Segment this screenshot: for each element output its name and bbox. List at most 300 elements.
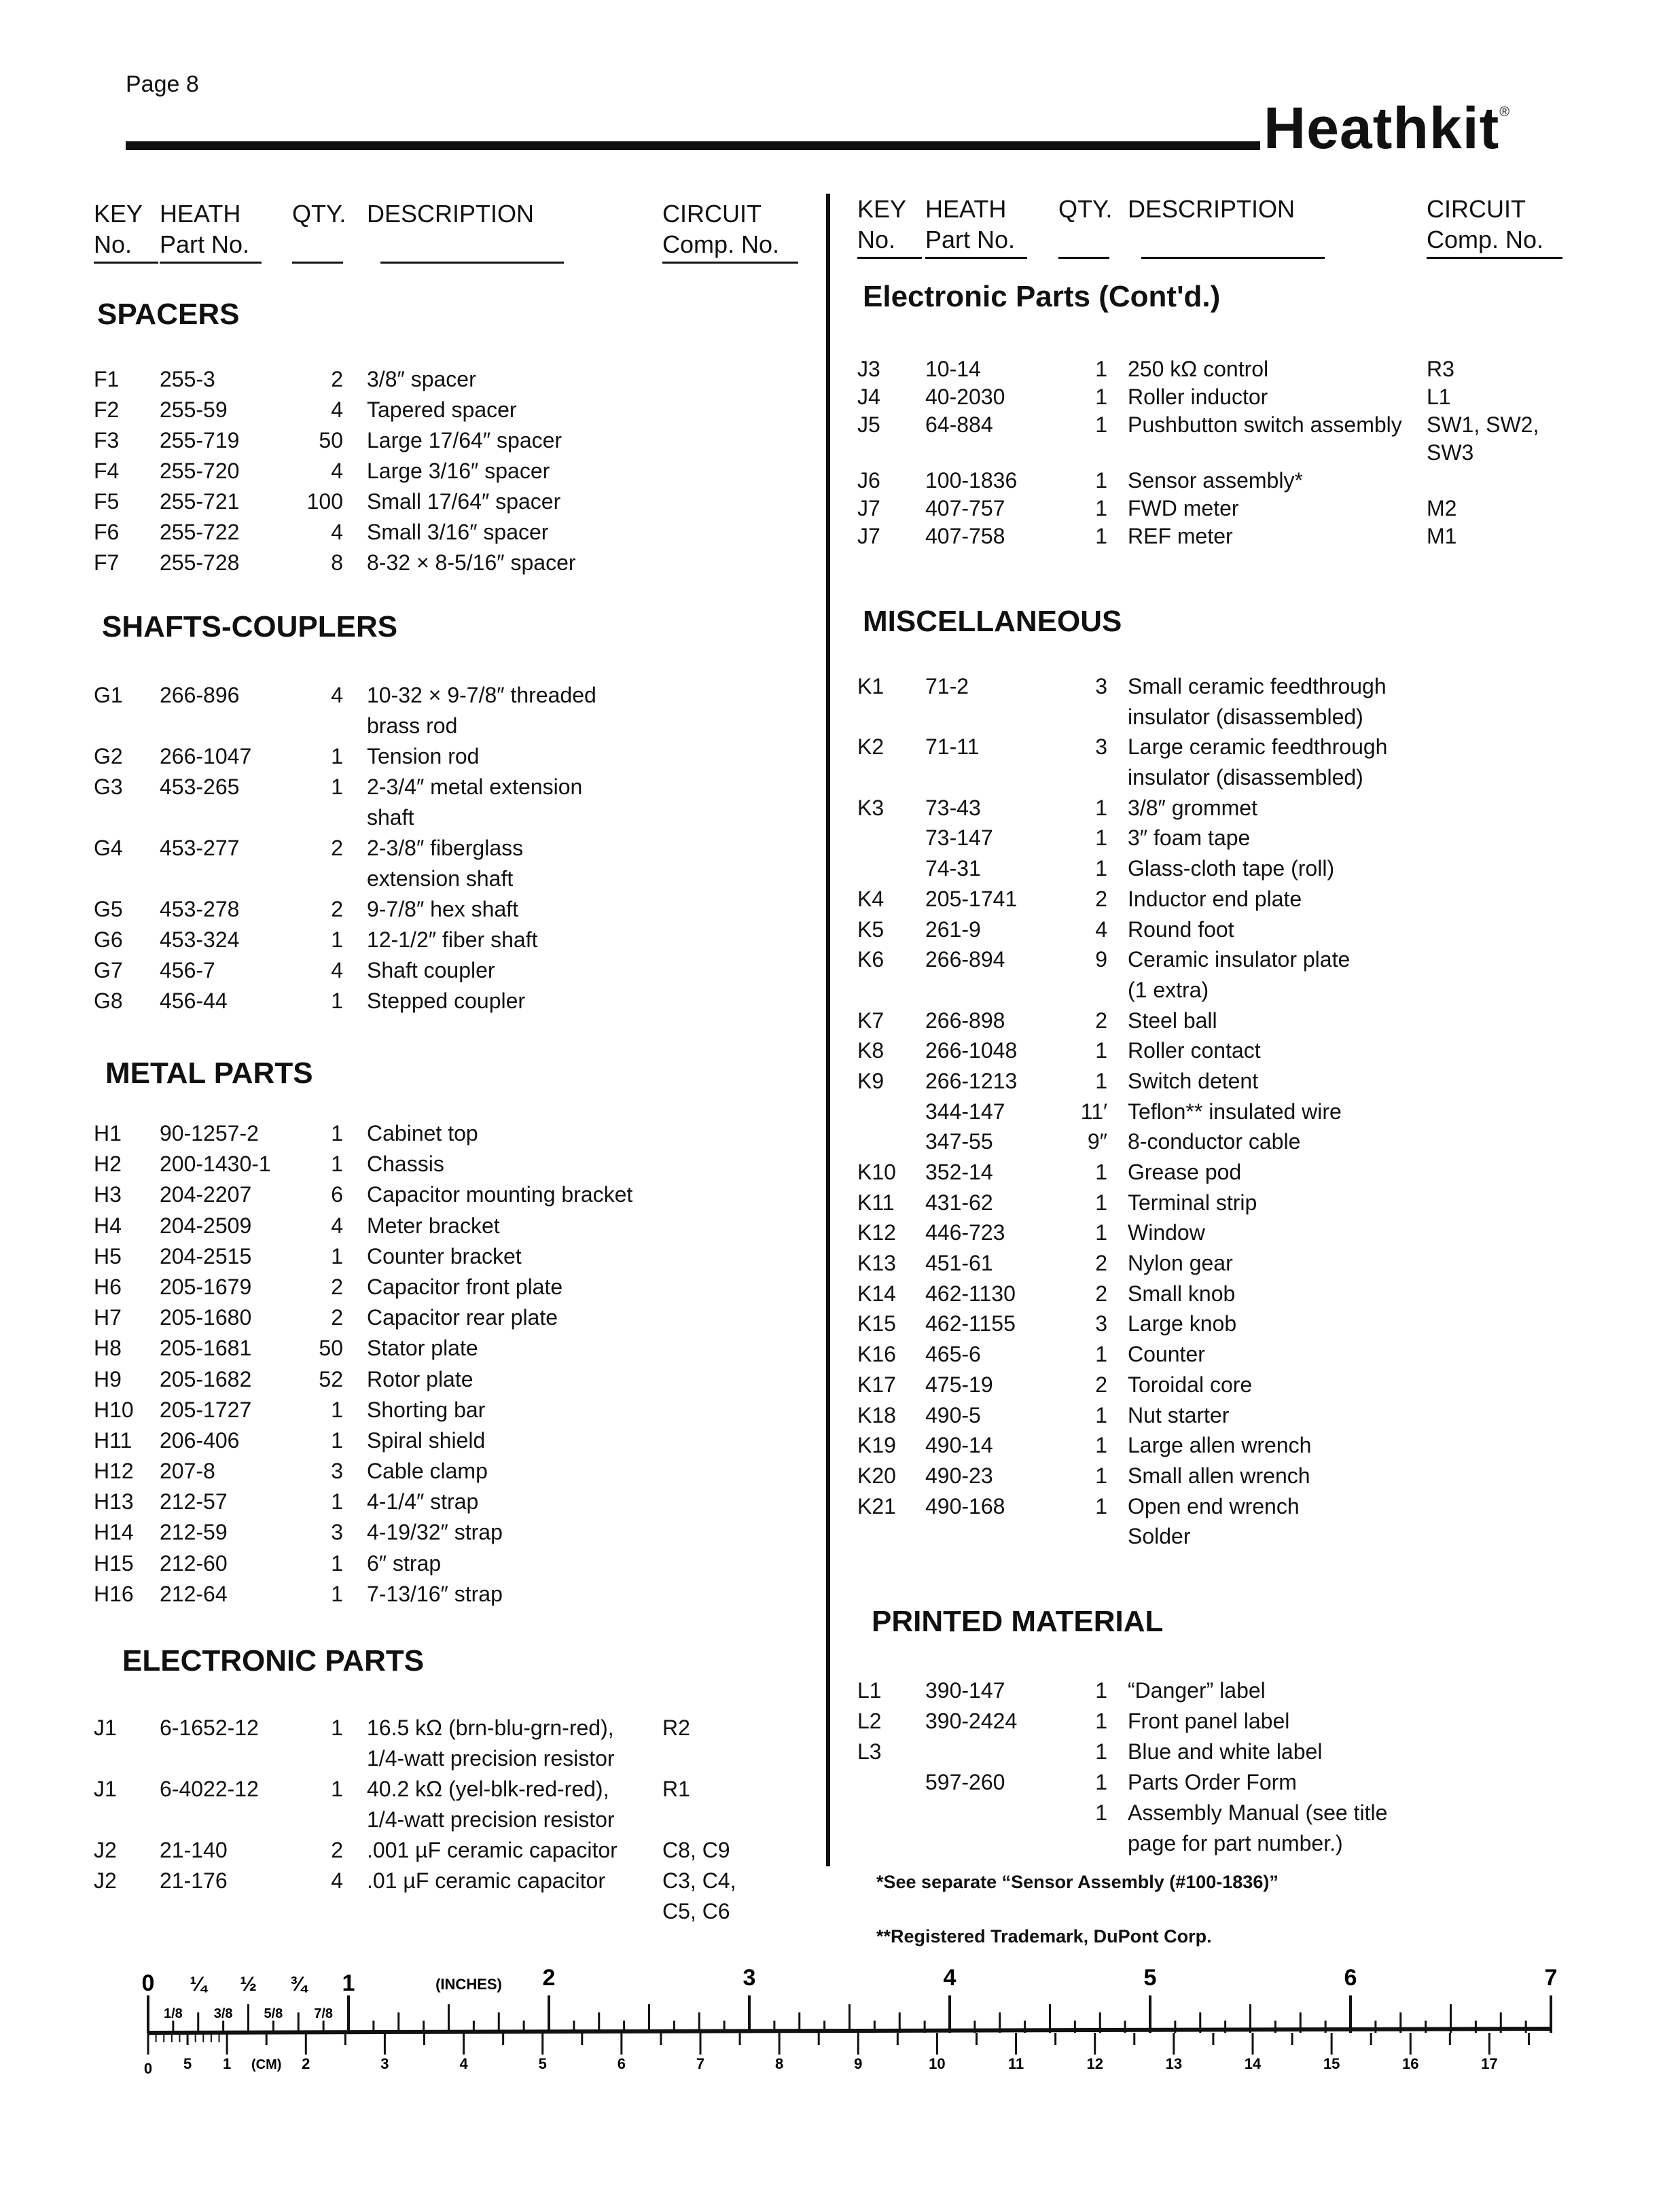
part-row bbox=[0, 674, 1680, 734]
quantity: 2 bbox=[1095, 1281, 1107, 1306]
description-line: .001 µF ceramic capacitor bbox=[367, 1838, 618, 1862]
quantity: 1 bbox=[1095, 1160, 1107, 1185]
key-number: H6 bbox=[94, 1274, 122, 1299]
key-number: J6 bbox=[857, 468, 880, 493]
key-number: K15 bbox=[857, 1311, 896, 1336]
description-line: 7-13/16″ strap bbox=[367, 1581, 503, 1606]
header-underline bbox=[925, 257, 1027, 259]
description-line: Glass-cloth tape (roll) bbox=[1128, 856, 1335, 881]
eighth-inch-label: 1/8 bbox=[163, 2006, 183, 2021]
part-number: 451-61 bbox=[925, 1251, 993, 1276]
quantity: 1 bbox=[331, 1152, 343, 1177]
part-row bbox=[0, 524, 1680, 552]
part-number: 490-23 bbox=[925, 1463, 993, 1488]
description bbox=[1128, 917, 1234, 948]
cm-label: 11 bbox=[1007, 2055, 1024, 2072]
column-header-label: No. bbox=[857, 226, 896, 253]
part-row bbox=[0, 1251, 1680, 1281]
section-title: SHAFTS-COUPLERS bbox=[102, 610, 398, 643]
quantity: 4 bbox=[331, 520, 343, 544]
quantity: 4 bbox=[1095, 917, 1107, 942]
part-number: 431-62 bbox=[925, 1190, 993, 1215]
description bbox=[1128, 496, 1239, 524]
description bbox=[1128, 796, 1257, 826]
key-number: K14 bbox=[857, 1281, 896, 1306]
cm-label: 15 bbox=[1323, 2055, 1340, 2072]
cm-label: 17 bbox=[1481, 2055, 1498, 2072]
circuit-line: R1 bbox=[662, 1777, 690, 1801]
part-row bbox=[0, 385, 1680, 412]
part-number: 490-168 bbox=[925, 1493, 1005, 1518]
part-number: 74-31 bbox=[925, 856, 981, 881]
quantity: 8 bbox=[331, 550, 343, 575]
description-line: 1/4-watt precision resistor bbox=[367, 1746, 615, 1771]
part-number: 71-2 bbox=[925, 674, 969, 698]
quantity: 4 bbox=[331, 1213, 343, 1238]
description-line: page for part number.) bbox=[1128, 1831, 1343, 1855]
description-line: Terminal strip bbox=[1128, 1190, 1257, 1215]
key-number: J5 bbox=[857, 412, 880, 437]
quantity: 1 bbox=[1095, 825, 1107, 851]
inch-label: 2 bbox=[542, 1965, 556, 1991]
quantity: 2 bbox=[331, 1274, 343, 1299]
key-number: H13 bbox=[94, 1489, 134, 1514]
quantity: 1 bbox=[1095, 1190, 1107, 1215]
quantity: 1 bbox=[1095, 795, 1107, 820]
key-number: J7 bbox=[857, 524, 880, 548]
key-number: H3 bbox=[94, 1182, 122, 1207]
key-number: G6 bbox=[94, 927, 123, 952]
header-underline bbox=[160, 262, 262, 264]
key-number: J2 bbox=[94, 1868, 117, 1893]
part-number: 490-14 bbox=[925, 1433, 993, 1458]
description-line: .01 µF ceramic capacitor bbox=[367, 1868, 605, 1893]
part-number: 205-1680 bbox=[160, 1305, 252, 1330]
quantity: 4 bbox=[331, 683, 343, 707]
part-number: 255-59 bbox=[160, 397, 228, 422]
header-rule bbox=[126, 141, 1260, 150]
part-row bbox=[0, 917, 1680, 948]
inch-label: 0 bbox=[141, 1970, 155, 1996]
part-row bbox=[0, 856, 1680, 887]
key-number: K5 bbox=[857, 917, 884, 942]
quantity: 4 bbox=[331, 397, 343, 422]
description-line: 8-conductor cable bbox=[1128, 1129, 1301, 1154]
description-line: Switch detent bbox=[1128, 1068, 1259, 1093]
part-number: 453-277 bbox=[160, 836, 240, 860]
part-number: 212-57 bbox=[160, 1489, 228, 1514]
description-line: 2-3/8″ fiberglass bbox=[367, 836, 524, 860]
quantity: 50 bbox=[319, 428, 343, 452]
quantity: 1 bbox=[1095, 1220, 1107, 1245]
key-number: K4 bbox=[857, 886, 884, 911]
quantity: 1 bbox=[1095, 468, 1107, 493]
part-row bbox=[0, 1069, 1680, 1099]
quantity: 1 bbox=[1095, 1739, 1107, 1764]
part-number: 205-1727 bbox=[160, 1397, 252, 1422]
description-line: Large allen wrench bbox=[1128, 1433, 1312, 1458]
description-line: Pushbutton switch assembly bbox=[1128, 412, 1402, 437]
description bbox=[1128, 887, 1302, 917]
description-line: 16.5 kΩ (brn-blu-grn-red), bbox=[367, 1716, 614, 1740]
inch-label: 4 bbox=[943, 1965, 957, 1991]
key-number: K16 bbox=[857, 1342, 896, 1367]
description bbox=[1128, 1311, 1236, 1342]
description-line: Sensor assembly* bbox=[1128, 468, 1303, 493]
key-number: K17 bbox=[857, 1372, 896, 1397]
description bbox=[1128, 674, 1387, 734]
description-line: 6″ strap bbox=[367, 1550, 442, 1576]
quantity: 2 bbox=[1095, 886, 1107, 911]
quantity: 1 bbox=[1095, 1038, 1107, 1063]
quantity: 1 bbox=[1095, 1678, 1107, 1703]
part-number: 204-2509 bbox=[160, 1213, 252, 1238]
key-number: J7 bbox=[857, 496, 880, 520]
part-number: 255-722 bbox=[160, 520, 240, 544]
part-row bbox=[0, 947, 1680, 1008]
description bbox=[1128, 1433, 1311, 1463]
part-row bbox=[0, 1494, 1680, 1525]
quantity: 9 bbox=[1095, 947, 1107, 972]
quantity: 1 bbox=[1095, 856, 1107, 881]
description-line: 3″ foam tape bbox=[1128, 825, 1251, 851]
description-line: Small ceramic feedthrough bbox=[1128, 674, 1387, 698]
description-line: 10-32 × 9-7/8″ threaded bbox=[367, 683, 596, 707]
quantity: 1 bbox=[331, 1427, 343, 1453]
description-line: Blue and white label bbox=[1128, 1739, 1323, 1764]
quantity: 3 bbox=[331, 1520, 343, 1545]
description bbox=[1128, 1160, 1241, 1190]
key-number: K7 bbox=[857, 1008, 884, 1033]
part-number: 255-720 bbox=[160, 459, 240, 483]
key-number: L1 bbox=[857, 1678, 882, 1703]
part-row bbox=[0, 1008, 1680, 1039]
quantity: 1 bbox=[1095, 496, 1107, 520]
part-number: 266-1047 bbox=[160, 744, 252, 768]
key-number: G5 bbox=[94, 897, 123, 921]
description bbox=[1128, 1739, 1322, 1770]
part-number: 255-728 bbox=[160, 550, 240, 575]
description bbox=[1128, 1129, 1300, 1160]
cm-label: 2 bbox=[302, 2055, 310, 2072]
header-underline bbox=[292, 262, 343, 264]
quantity: 1 bbox=[331, 1243, 343, 1268]
part-number: 73-43 bbox=[925, 795, 981, 820]
key-number: H4 bbox=[94, 1213, 122, 1238]
column-header-label: CIRCUIT bbox=[1427, 195, 1526, 223]
key-number: K20 bbox=[857, 1463, 896, 1488]
part-number: 64-884 bbox=[925, 412, 993, 437]
part-number: 255-3 bbox=[160, 367, 215, 391]
column-header-label: HEATH bbox=[160, 200, 241, 228]
part-row bbox=[0, 1372, 1680, 1403]
inch-label: 7 bbox=[1544, 1965, 1558, 1991]
part-number: 266-1213 bbox=[925, 1068, 1018, 1093]
inch-label: 3 bbox=[743, 1965, 756, 1991]
description bbox=[1128, 825, 1250, 856]
part-number: 100-1836 bbox=[925, 468, 1018, 493]
description-line: Roller inductor bbox=[1128, 385, 1268, 409]
description bbox=[1128, 1403, 1229, 1434]
part-row bbox=[0, 1403, 1680, 1434]
part-row bbox=[0, 1582, 1680, 1612]
description bbox=[1128, 734, 1387, 795]
column-header-label: Comp. No. bbox=[662, 230, 780, 258]
part-row bbox=[0, 1433, 1680, 1463]
part-number: 90-1257-2 bbox=[160, 1121, 259, 1145]
description-line: Toroidal core bbox=[1128, 1372, 1253, 1397]
description-line: Capacitor rear plate bbox=[367, 1305, 558, 1330]
key-number: F4 bbox=[94, 459, 120, 483]
part-row bbox=[0, 1463, 1680, 1494]
circuit-component bbox=[662, 1868, 736, 1930]
quantity: 1 bbox=[1095, 1709, 1107, 1733]
description-line: 3/8″ grommet bbox=[1128, 795, 1257, 820]
description-line: Small allen wrench bbox=[1128, 1463, 1310, 1488]
part-row bbox=[0, 1551, 1680, 1582]
part-row bbox=[0, 357, 1680, 385]
quantity: 1 bbox=[1095, 524, 1107, 548]
part-row bbox=[0, 496, 1680, 524]
description-line: Roller contact bbox=[1128, 1038, 1261, 1063]
quantity: 1 bbox=[1095, 1463, 1107, 1488]
key-number: J1 bbox=[94, 1716, 117, 1740]
description-line: Front panel label bbox=[1128, 1709, 1290, 1733]
description-line: Round foot bbox=[1128, 917, 1234, 942]
part-number: 212-59 bbox=[160, 1520, 228, 1545]
header-underline bbox=[1427, 257, 1562, 259]
cm-label: 10 bbox=[929, 2055, 946, 2072]
quantity: 1 bbox=[1095, 1800, 1107, 1825]
column-header-label: HEATH bbox=[925, 195, 1007, 223]
key-number: H16 bbox=[94, 1581, 134, 1606]
description-line: 1/4-watt precision resistor bbox=[367, 1807, 615, 1832]
header-underline bbox=[1058, 257, 1109, 259]
key-number: G3 bbox=[94, 775, 123, 799]
cm-label: 12 bbox=[1086, 2055, 1103, 2072]
part-row bbox=[0, 825, 1680, 856]
part-row bbox=[0, 1524, 1680, 1555]
description bbox=[1128, 385, 1268, 412]
description-line: Grease pod bbox=[1128, 1160, 1242, 1185]
description bbox=[1128, 1770, 1297, 1800]
description-line: Small 17/64″ spacer bbox=[367, 489, 561, 514]
part-number: 73-147 bbox=[925, 825, 993, 851]
description-line: shaft bbox=[367, 805, 414, 830]
description-line: Counter bracket bbox=[367, 1243, 522, 1268]
circuit-line: C8, C9 bbox=[662, 1838, 730, 1862]
quantity: 6 bbox=[331, 1182, 343, 1207]
cm-label: 6 bbox=[617, 2055, 626, 2072]
description-line: Spiral shield bbox=[367, 1427, 486, 1453]
part-number: 261-9 bbox=[925, 917, 981, 942]
description-line: Large 3/16″ spacer bbox=[367, 459, 550, 483]
part-number: 205-1679 bbox=[160, 1274, 252, 1299]
cm-label: 9 bbox=[854, 2055, 863, 2072]
column-header-label: KEY bbox=[94, 200, 143, 228]
description-line: Rotor plate bbox=[367, 1366, 473, 1391]
section-title: PRINTED MATERIAL bbox=[872, 1605, 1164, 1638]
quantity: 1 bbox=[331, 1777, 343, 1801]
key-number: K6 bbox=[857, 947, 884, 972]
part-row bbox=[0, 412, 1680, 468]
section-title: ELECTRONIC PARTS bbox=[122, 1644, 425, 1677]
key-number: H2 bbox=[94, 1152, 122, 1177]
part-number: 255-719 bbox=[160, 428, 240, 452]
description-line: Teflon** insulated wire bbox=[1128, 1099, 1342, 1124]
key-number: K13 bbox=[857, 1251, 896, 1276]
part-number: 456-44 bbox=[160, 989, 228, 1013]
key-number: K3 bbox=[857, 795, 884, 820]
description-line: Cable clamp bbox=[367, 1459, 488, 1484]
inch-label: ¾ bbox=[289, 1973, 307, 1995]
key-number: K9 bbox=[857, 1068, 884, 1093]
quantity: 1 bbox=[1095, 1493, 1107, 1518]
cm-label: 8 bbox=[775, 2055, 784, 2072]
description-line: brass rod bbox=[367, 713, 458, 738]
circuit-line: SW3 bbox=[1427, 440, 1474, 465]
part-row bbox=[0, 1709, 1680, 1739]
key-number: H7 bbox=[94, 1305, 122, 1330]
part-number: 266-1048 bbox=[925, 1038, 1018, 1063]
part-row bbox=[0, 1281, 1680, 1312]
description-line: Cabinet top bbox=[367, 1121, 478, 1145]
description bbox=[1128, 1069, 1258, 1099]
part-number: 446-723 bbox=[925, 1220, 1005, 1245]
quantity: 11′ bbox=[1080, 1099, 1107, 1124]
quantity: 4 bbox=[331, 958, 343, 982]
key-number: G4 bbox=[94, 836, 123, 860]
cm-label: 3 bbox=[380, 2055, 389, 2072]
part-number: 71-11 bbox=[925, 734, 980, 760]
part-number: 204-2207 bbox=[160, 1182, 252, 1207]
description-line: 40.2 kΩ (yel-blk-red-red), bbox=[367, 1777, 609, 1801]
quantity: 1 bbox=[331, 989, 343, 1013]
key-number: K19 bbox=[857, 1433, 896, 1458]
key-number: J4 bbox=[857, 385, 880, 409]
quantity: 1 bbox=[331, 775, 343, 799]
column-header-label: CIRCUIT bbox=[662, 200, 762, 228]
description-line: Open end wrench bbox=[1128, 1493, 1300, 1518]
key-number: F3 bbox=[94, 428, 120, 452]
inch-unit-label: (INCHES) bbox=[435, 1976, 502, 1993]
inch-label: ½ bbox=[239, 1973, 257, 1995]
brand-name: Heathkit bbox=[1264, 96, 1500, 161]
description bbox=[1128, 1008, 1217, 1039]
key-number: H8 bbox=[94, 1336, 122, 1361]
description-line: Ceramic insulator plate bbox=[1128, 947, 1351, 972]
section-title: METAL PARTS bbox=[105, 1056, 313, 1090]
key-number: F7 bbox=[94, 550, 120, 575]
part-number: 200-1430-1 bbox=[160, 1152, 271, 1177]
cm-label: 4 bbox=[459, 2055, 468, 2072]
key-number: H5 bbox=[94, 1243, 122, 1268]
key-number: G7 bbox=[94, 958, 123, 982]
description bbox=[1128, 1372, 1252, 1403]
description-line: Capacitor mounting bracket bbox=[367, 1182, 633, 1207]
column-header-label: DESCRIPTION bbox=[1128, 195, 1295, 223]
description-line: Stator plate bbox=[367, 1336, 478, 1361]
description-line: Chassis bbox=[367, 1152, 444, 1177]
key-number: F1 bbox=[94, 367, 120, 391]
description bbox=[1128, 468, 1303, 496]
column-header-label: Part No. bbox=[925, 226, 1016, 253]
description bbox=[1128, 947, 1350, 1008]
description-line: Tension rod bbox=[367, 744, 480, 768]
part-number: 390-147 bbox=[925, 1678, 1005, 1703]
description-line: Shaft coupler bbox=[367, 958, 495, 982]
part-number: 344-147 bbox=[925, 1099, 1005, 1124]
parts-list bbox=[0, 674, 1680, 1555]
circuit-component bbox=[1427, 496, 1456, 524]
column-header-label: Part No. bbox=[160, 230, 250, 258]
inch-label: 5 bbox=[1143, 1965, 1157, 1991]
key-number: K12 bbox=[857, 1220, 896, 1245]
part-number: 21-176 bbox=[160, 1868, 228, 1893]
description bbox=[1128, 1342, 1205, 1372]
quantity: 1 bbox=[1095, 1770, 1107, 1794]
part-row bbox=[0, 550, 1680, 581]
part-row bbox=[0, 1342, 1680, 1372]
part-number: 266-898 bbox=[925, 1008, 1005, 1033]
description-line: Tapered spacer bbox=[367, 397, 517, 422]
inch-label: 6 bbox=[1344, 1965, 1357, 1991]
part-number: 6-4022-12 bbox=[160, 1777, 259, 1801]
description bbox=[1128, 1463, 1310, 1494]
part-number: 465-6 bbox=[925, 1342, 981, 1367]
part-row bbox=[0, 1800, 1680, 1862]
part-row bbox=[0, 1770, 1680, 1800]
description-line: Nut starter bbox=[1128, 1402, 1230, 1427]
key-number: F6 bbox=[94, 520, 120, 544]
description-line: Large ceramic feedthrough bbox=[1128, 734, 1388, 760]
quantity: 2 bbox=[331, 1305, 343, 1330]
quantity: 2 bbox=[1095, 1372, 1107, 1397]
section-title: Electronic Parts (Cont'd.) bbox=[863, 280, 1221, 313]
part-number: 212-64 bbox=[160, 1581, 228, 1606]
part-number: 10-14 bbox=[925, 357, 981, 381]
description bbox=[1128, 1038, 1261, 1069]
eighth-inch-label: 3/8 bbox=[213, 2006, 233, 2021]
circuit-component bbox=[1427, 524, 1456, 552]
part-number: 352-14 bbox=[925, 1160, 993, 1185]
column-header-label: KEY bbox=[857, 195, 907, 223]
section-title: SPACERS bbox=[97, 298, 240, 331]
description-line: insulator (disassembled) bbox=[1128, 765, 1363, 790]
quantity: 3 bbox=[331, 1459, 343, 1484]
inch-label: ¼ bbox=[190, 1973, 207, 1995]
part-row bbox=[0, 1160, 1680, 1190]
description bbox=[1128, 1494, 1300, 1525]
description bbox=[367, 550, 576, 581]
key-number: K2 bbox=[857, 734, 884, 760]
parts-list bbox=[0, 357, 1680, 552]
part-number: 597-260 bbox=[925, 1770, 1005, 1794]
quantity: 1 bbox=[331, 1121, 343, 1145]
description-line: 8-32 × 8-5/16″ spacer bbox=[367, 550, 576, 575]
quantity: 3 bbox=[1095, 674, 1107, 698]
eighth-inch-label: 5/8 bbox=[264, 2006, 283, 2021]
key-number: J3 bbox=[857, 357, 880, 381]
description bbox=[367, 1551, 441, 1582]
description-line: Counter bbox=[1128, 1342, 1205, 1367]
description-line: 2-3/4″ metal extension bbox=[367, 775, 583, 799]
parts-list bbox=[0, 1678, 1680, 1862]
key-number: H10 bbox=[94, 1397, 134, 1422]
key-number: F5 bbox=[94, 489, 120, 514]
column-header-label: DESCRIPTION bbox=[367, 200, 535, 228]
description-line: Solder bbox=[1128, 1524, 1191, 1549]
